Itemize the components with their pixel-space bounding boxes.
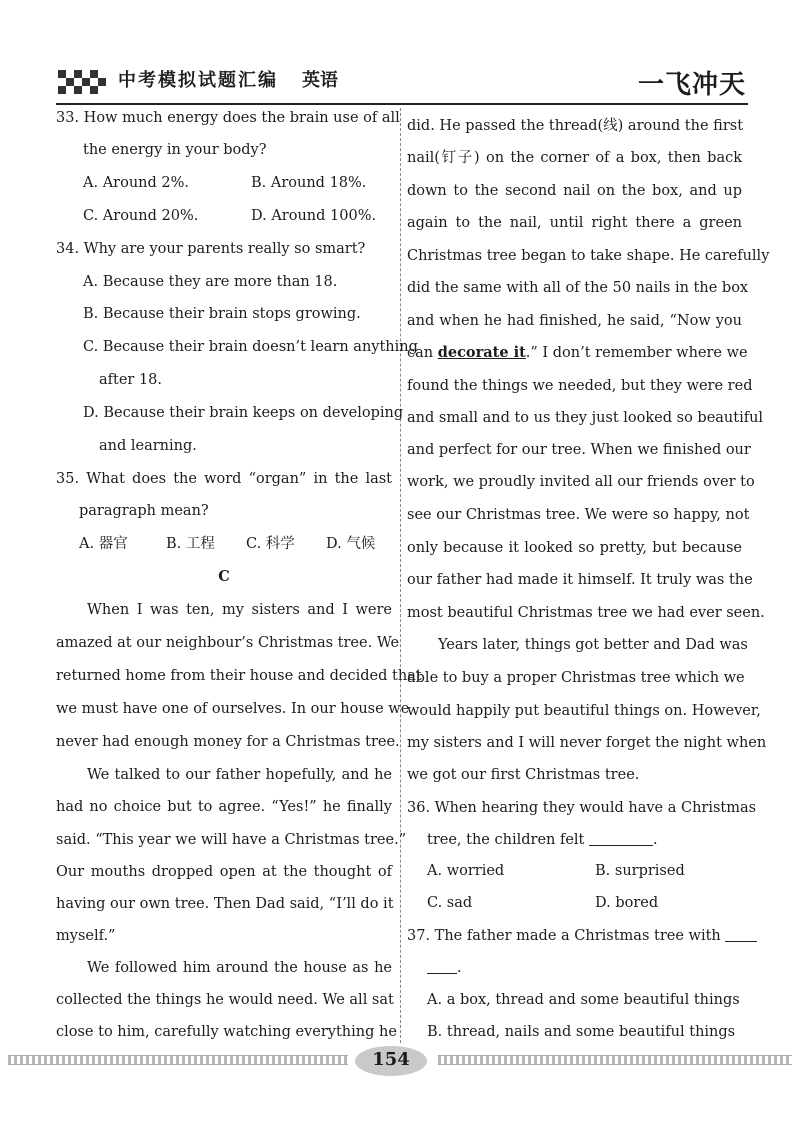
- passage-line: did the same with all of the 50 nails in the box: [407, 280, 749, 296]
- q34-option-c: C. Because their brain doesn’t learn anything: [83, 339, 418, 355]
- passage-line: collected the things he would need. We all sat: [56, 992, 394, 1008]
- passage-line: Our mouths dropped open at the thought of: [56, 864, 392, 880]
- passage-line: and small and to us they just looked so beautiful: [407, 410, 764, 426]
- passage-line: returned home from their house and decided that: [56, 668, 422, 684]
- passage-line: having our own tree. Then Dad said, “I’ll do it: [56, 896, 394, 912]
- passage-line: We followed him around the house as he: [87, 960, 392, 976]
- q33-stem-line: 33. How much energy does the brain use of all: [56, 110, 400, 126]
- q33-option-b: B. Around 18%.: [251, 175, 367, 191]
- passage-line: our father had made it himself. It truly was the: [407, 572, 753, 588]
- book-title: 中考模拟试题汇编: [118, 70, 278, 91]
- q36-option-b: B. surprised: [595, 863, 685, 879]
- passage-line: we got our first Christmas tree.: [407, 767, 640, 783]
- q35-stem-line: 35. What does the word “organ” in the last: [56, 471, 392, 487]
- passage-line: and perfect for our tree. When we finished our: [407, 442, 751, 458]
- passage-line: only because it looked so pretty, but because: [407, 540, 742, 556]
- checker-logo-icon: [58, 70, 106, 96]
- q33-option-c: C. Around 20%.: [83, 208, 199, 224]
- answer-blank[interactable]: [427, 959, 457, 974]
- q34-option-d: D. Because their brain keeps on developing: [83, 405, 404, 421]
- q33-option-d: D. Around 100%.: [251, 208, 377, 224]
- passage-line: able to buy a proper Christmas tree which we: [407, 670, 745, 686]
- passage-line: would happily put beautiful things on. However,: [407, 703, 761, 719]
- subject-label: 英语: [302, 70, 338, 91]
- passage-line: said. “This year we will have a Christmas tree.”: [56, 832, 407, 848]
- passage-line: work, we proudly invited all our friends over to: [407, 474, 755, 490]
- column-divider: [400, 108, 401, 1043]
- q36-stem-end: .: [653, 832, 658, 848]
- section-heading: C: [218, 568, 230, 585]
- passage-line: Years later, things got better and Dad was: [438, 637, 748, 653]
- answer-blank[interactable]: [589, 831, 653, 846]
- q37-option-a: A. a box, thread and some beautiful things: [427, 992, 740, 1008]
- q36-stem: 36. When hearing they would have a Christmas: [407, 800, 757, 816]
- page-header: [56, 60, 746, 102]
- footer-pattern-right: [438, 1055, 792, 1065]
- passage-line: When I was ten, my sisters and I were: [87, 602, 392, 618]
- header-rule: [56, 103, 748, 105]
- q35-stem-line: paragraph mean?: [79, 503, 209, 519]
- q37-stem: [407, 925, 742, 947]
- q36-option-c: C. sad: [427, 895, 473, 911]
- passage-line: [407, 342, 748, 364]
- passage-line: Christmas tree began to take shape. He carefully: [407, 248, 770, 264]
- q37-option-b: B. thread, nails and some beautiful things: [427, 1024, 736, 1040]
- answer-blank[interactable]: [725, 927, 757, 942]
- q35-option-b: B. 工程: [166, 536, 215, 552]
- passage-line: again to the nail, until right there a green: [407, 215, 742, 231]
- passage-line: myself.”: [56, 928, 116, 944]
- passage-line: had no choice but to agree. “Yes!” he finally: [56, 799, 392, 815]
- passage-line: and when he had finished, he said, “Now you: [407, 313, 742, 329]
- q33-option-a: A. Around 2%.: [83, 175, 190, 191]
- q36-option-a: A. worried: [427, 863, 505, 879]
- footer-pattern-left: [8, 1055, 348, 1065]
- q34-option-c-cont: after 18.: [99, 372, 163, 388]
- passage-line: nail(钉子) on the corner of a box, then back: [407, 150, 742, 166]
- passage-line: down to the second nail on the box, and up: [407, 183, 742, 199]
- underlined-keyword: decorate it: [437, 344, 526, 361]
- passage-line: see our Christmas tree. We were so happy, not: [407, 507, 750, 523]
- q34-option-d-cont: and learning.: [99, 438, 197, 454]
- brand-logo: 一飞冲天: [637, 70, 746, 100]
- q34-option-b: B. Because their brain stops growing.: [83, 306, 361, 322]
- passage-line: my sisters and I will never forget the night when: [407, 735, 767, 751]
- q37-stem-text: 37. The father made a Christmas tree with: [407, 928, 726, 944]
- passage-text: .” I don’t remember where we: [525, 345, 748, 361]
- passage-line: We talked to our father hopefully, and he: [87, 767, 392, 783]
- passage-line: did. He passed the thread(线) around the first: [407, 118, 744, 134]
- passage-line: amazed at our neighbour’s Christmas tree. We: [56, 635, 400, 651]
- passage-line: close to him, carefully watching everything he: [56, 1024, 397, 1040]
- q34-stem: 34. Why are your parents really so smart?: [56, 241, 366, 257]
- q36-stem-cont: [427, 829, 742, 851]
- q34-option-a: A. Because they are more than 18.: [83, 274, 338, 290]
- passage-line: we must have one of ourselves. In our house we: [56, 701, 410, 717]
- passage-text: can: [407, 345, 438, 361]
- q35-option-c: C. 科学: [246, 536, 295, 552]
- q35-option-d: D. 气候: [326, 536, 376, 552]
- page-number: 154: [372, 1049, 410, 1070]
- q36-stem-text: tree, the children felt: [427, 832, 589, 848]
- passage-line: found the things we needed, but they were red: [407, 378, 753, 394]
- q35-option-a: A. 器官: [79, 536, 128, 552]
- q37-stem-cont: [427, 957, 462, 979]
- passage-line: never had enough money for a Christmas tree.: [56, 734, 400, 750]
- q37-stem-end: .: [457, 960, 462, 976]
- q33-stem-line: the energy in your body?: [83, 142, 267, 158]
- q36-option-d: D. bored: [595, 895, 659, 911]
- passage-line: most beautiful Christmas tree we had ever seen.: [407, 605, 765, 621]
